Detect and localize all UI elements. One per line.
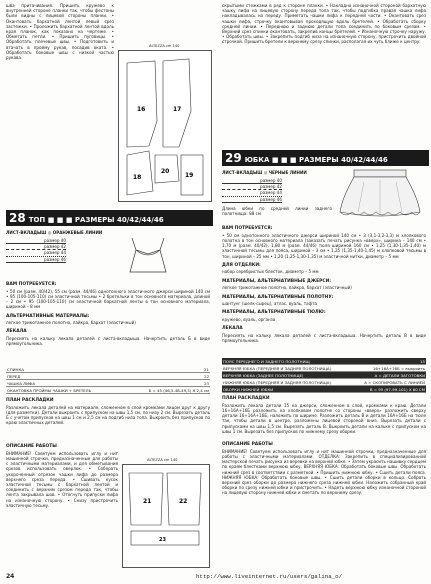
svg-text:20: 20 [161, 168, 170, 175]
table-row: ПОЯС ПЕРЕДНЕГО И ЗАДНЕГО ПОЛОТНИЩ 15 [223, 358, 425, 364]
pattern-pieces-top [119, 51, 211, 201]
patterns-text: Пересиять на кальку лекала деталей с листа-вкладыша. Начертить деталь В в виде прямоугольника. [222, 333, 426, 344]
materials-text: • 50 см (разм. 40/42), 55 см (разм. 44/46) однотонного эластичного джерси шириной 140 см • 95 (100-105-110) см эластичной тесьмы • 2 бретельки в тон основного материала, длиной – 2 см • 95 (100-105-110) см эластичной бархатной ленты в тон основного материала, шириной – 8 мм [6, 288, 210, 310]
svg-text:21: 21 [143, 498, 152, 505]
skirt-illustration [336, 168, 424, 222]
fabric-width-label: ALTEZZA cm 140 [147, 458, 178, 462]
paragraph: скрытыми стежками в ряд к стороне планки. • Накладно изнаночной стороной бархатную чашку лифа на лицевую сторону переда топа так, чтобы подгибка правая чашка лифа накладывалась на переду. Приметать чашки лифа к передней части. • Окантовать срез чашки лифа, строчку окантовывая проходящую вдоль бретелей. • Обработать сборку средней линии. • Переднюю и заднюю детали топа соединить по боковым срезам. • Верхний срез спинки окантовать, закрепив концы бретелей. • Изнаночную строчку наружу. • Обработать швы. • Закрепить подгиб низа на изнаночную сторону, пристрочить двойной строчкой. Пришить бретели к верхнему срезу спинки, располагая их чуть ближе к центру. [222, 3, 426, 45]
sizes-legend-28 [6, 238, 66, 263]
svg-text:19: 19 [185, 172, 194, 179]
alt-materials-text: легкое трикотажное полотно, лайкра, бархат (эластичный) [6, 320, 136, 326]
decoration-heading: ДЛЯ ОТДЕЛКИ: [222, 262, 261, 268]
plan-heading: ПЛАН РАСКЛАДКИ [6, 398, 54, 403]
left-top-text [6, 3, 114, 62]
work-description-29 [222, 438, 426, 570]
work-description-28 [6, 440, 118, 570]
work-text: ВНИМАНИЕ! Советуем использовать иглу и нит машинной строчки, предназначенные для работы с эластичными материалами. ОТДЕЛКА: Закрепить в специализированной мастерской печать рисунка из веревки на верхней юбке. • Затем украсить нашивку сердцем по краям блестками верхнюю юбку. ВЕРХНЯЯ ЮБКА: Обработать боковые швы. Обработать нижний срез в соответствии с разметкой. • Пришить нижнюю юбку. • Сшить детали пояса. НИЖНЯЯ ЮБКА: Обработать боковые швы. • Сшить детали оборки в кольцо. Собрать верхний срез оборки до размера нижнего среза нижней юбки. Наложить собранный край оборки по срезу нижней юбки и пристрочить. • Надеть верхнюю юбку изнаночной стороной на лицевую сторону нижней юбки и сметать по верхнему срезу. [222, 448, 426, 496]
length-text: Длина юбки по средней линии заднего полотнища: 88 см [222, 206, 332, 217]
plan-text: Разложить лекала деталей на материале, сложенном в слой кромками лицом друг к другу (для разметки). Детали выкроить с припуском на швы 1,5 см, по низу 2 см. Вырезать деталь Б с учетом припусков на швы 1 см и 2,5 см на подгиб низа топа. Выкроить без припусков по краю эластичных деталей. [6, 404, 210, 426]
layout-plan-28 [6, 394, 210, 427]
work-text: ВНИМАНИЕ! Советуем использовать иглу и нит машинной строчки, предназначенные для работы с эластичными материалами, и для обметывания срезов использовать оверлок. • Соборать укороченный отрезок чашки лифа до размера верхнего среза переда. • Сшивать кусок эластичной тесьмы с бархатной лентой и соединить с верхним срезом переда так, чтобы лента закрывала шов. • Отогнуть припуски лифа на изнаночную сторону. • Снизу пристрочить эластичную тесьму. [6, 450, 118, 508]
patterns-text: Пересиять на кальку лекала деталей с листа-вкладыша. Начертить деталь Б в виде прямоугольника. [6, 336, 210, 347]
sizes-legend-29 [222, 178, 282, 203]
plan-text: Разложить лекала детали 15 на джерси, сложенном в слой, кромками к краю. Детали 16+16А+16Б разложить на хлопковом полотне со стороны «вверх» разложить сверху детали 16+16А+16Б, наложить по ширине. Разложить деталь В и детали 16А+16Б на тюле так, чтобы детали в центре, разложены лицевой стороной вниз. Вырезать детали с припусками на швы 1,5 см. Вырезать деталь В. Выкроить детали на кальке с припуском на швы 1 см. Вырезать без припусков по нижнему срезу оборки. [222, 402, 426, 434]
skirt-length-note [222, 206, 332, 218]
alt-fabric-heading: МАТЕРИАЛЫ, АЛЬТЕРНАТИВНЫЕ ПОЛОТНУ: [222, 294, 334, 300]
alt-tulle-text: кружево, вуаль, органза [222, 317, 276, 323]
sheet-label: ЛИСТ-ВКЛАДЫШ ◎ ОРАНЖЕВЫЕ ЛИНИИ [6, 230, 103, 235]
section-number: 29 [225, 151, 242, 165]
size-row: размер 44 [222, 190, 282, 196]
work-heading: ОПИСАНИЕ РАБОТЫ [222, 442, 273, 447]
table-row: ПЕРЕД 22 [7, 373, 209, 379]
materials-28 [6, 278, 210, 348]
alt-tulle-heading: МАТЕРИАЛЫ, АЛЬТЕРНАТИВНЫЕ ТЮЛЮ: [222, 310, 326, 316]
table-row: ВЕРХНЯЯ ЮБКА (ПЕРЕДНЯЯ И ЗАДНЯЯ ПОЛОТНИЩА) 16+16А+16Б = выкроить [223, 365, 425, 371]
size-row: размер 42 [222, 184, 282, 190]
table-row: ЧАШКА ЛИФА 23 [7, 380, 209, 386]
table-row: ОКАНТОВКА ПРОЙМЫ ЧАШКИ + БРЕТЕЛЬ Б = 45 (46,5-48-49,5) Х 2,4 см [7, 387, 209, 393]
materials-text: • 50 см однотонного эластичного джерси шириной 140 см • 3 (3,1-3,2-3,3) м хлопкового полотна в тон основного материала (заказать печать рисунка «вверх», ширина – 140 см • 1,70 м (разм. 40/42), 1,80 м (разм. 44/46) тюля шириной 160 см • 1,25 (1,30-1,35-1,40) м эластичной тесьмы для пояса, шириной – 3 см • 1,25 (1,35-1,40-1,45) м хлопковой тесьмы в тон, шириной – 25 мм • 1,20 (1,25-1,30-1,35) м эластичной нитки, диаметр – 5 мм [222, 232, 426, 259]
alt-jersey-heading: МАТЕРИАЛЫ, АЛЬТЕРНАТИВНЫЕ ДЖЕРСИ: [222, 278, 332, 284]
alt-fabric-text: шантунг (шелк-сырец), атлас, вуаль, тафта [222, 301, 318, 307]
svg-text:18: 18 [133, 174, 142, 181]
size-row: размер 46 [6, 257, 66, 263]
alt-jersey-text: легкое трикотажное полотно, лайкра, бархат (эластичный) [222, 285, 352, 291]
parts-table-28 [6, 366, 210, 394]
sheet-29 [222, 170, 332, 177]
size-row: размер 44 [6, 250, 66, 256]
right-top-text [222, 3, 426, 46]
size-row: размер 40 [222, 178, 282, 184]
alt-materials-heading: АЛЬТЕРНАТИВНЫЕ МАТЕРИАЛЫ: [6, 313, 90, 319]
table-row: НИЖНЯЯ ЮБКА (ПЕРЕДНЯЯ И ЗАДНЯЯ ПОЛОТНИЩА) А = СКОПИРОВАТЬ С ЛИНИЕЙ [223, 379, 425, 385]
table-row: СПИНКА 21 [7, 366, 209, 372]
svg-text:22: 22 [179, 498, 188, 505]
materials-heading: ВАМ ПОТРЕБУЕТСЯ: [6, 282, 57, 287]
pattern-diagram-bottom [122, 458, 210, 568]
patterns-heading: ЛЕКАЛА [6, 329, 27, 335]
top-illustration [118, 232, 178, 276]
svg-text:16: 16 [137, 106, 146, 113]
section-title: ЮБКА ■ ■ ■ РАЗМЕРЫ 40/42/44/46 [244, 156, 388, 164]
sheet-label: ЛИСТ-ВКЛАДЫШ ◎ ЧЕРНЫЕ ЛИНИИ [222, 170, 307, 175]
section-number: 28 [9, 211, 26, 225]
work-heading: ОПИСАНИЕ РАБОТЫ [6, 444, 57, 449]
size-row: размер 42 [6, 244, 66, 250]
layout-plan-29 [222, 392, 426, 435]
patterns-heading: ЛЕКАЛА [222, 326, 243, 332]
size-row: размер 40 [6, 238, 66, 244]
paragraph: шва притачивания. Пришить кружево к внутренней стороне планки так, чтобы фестоны были видны с лицевой стороны планки. • Окантовать бархатной лентой левый срез застежки. • Проложить бархатной лентой вдоль края планок, как показано на чертеже. • Обметать петли. • Пришить пуговицы. • Обработать плечевые швы. • Подготовить и втачать в пройму рукав, посадив оката. • Обработать боковые швы с низкой частью рукава. [6, 3, 114, 61]
materials-29 [222, 222, 426, 345]
sheet-28 [6, 230, 116, 237]
materials-heading: ВАМ ПОТРЕБУЕТСЯ: [222, 226, 273, 231]
table-row: ОБОРКИ НИЖНЕЙ ЮБКИ В = 95 (97-99-101) Х 60 СМ [223, 386, 425, 392]
svg-text:17: 17 [173, 106, 182, 113]
fabric-width-label: ALTEZZA cm 140 [149, 44, 180, 48]
size-row: размер 46 [222, 197, 282, 203]
decoration-text: набор серебристых блесток, диаметр – 5 мм [222, 269, 319, 275]
parts-table-29 [222, 358, 426, 393]
pattern-pieces-bottom [123, 465, 209, 567]
section-title: ТОП ■ ■ ■ РАЗМЕРЫ 40/42/44/46 [28, 216, 164, 224]
section-28-header [6, 210, 213, 226]
plan-heading: ПЛАН РАСКЛАДКИ [222, 396, 270, 401]
table-row: ВЕРХНЯЯ ЮБКА (ЗАДНЕЕ ПОЛОТНИЩЕ) А = ДЕТАЛИ ЗАГОТОВКИ [223, 372, 425, 378]
svg-text:23: 23 [159, 537, 166, 543]
source-url: http://www.liveinternet.ru/users/galina_o/ [196, 573, 343, 580]
page-number: 24 [6, 573, 15, 580]
section-29-header [222, 150, 429, 166]
pattern-diagram-top [118, 44, 212, 202]
